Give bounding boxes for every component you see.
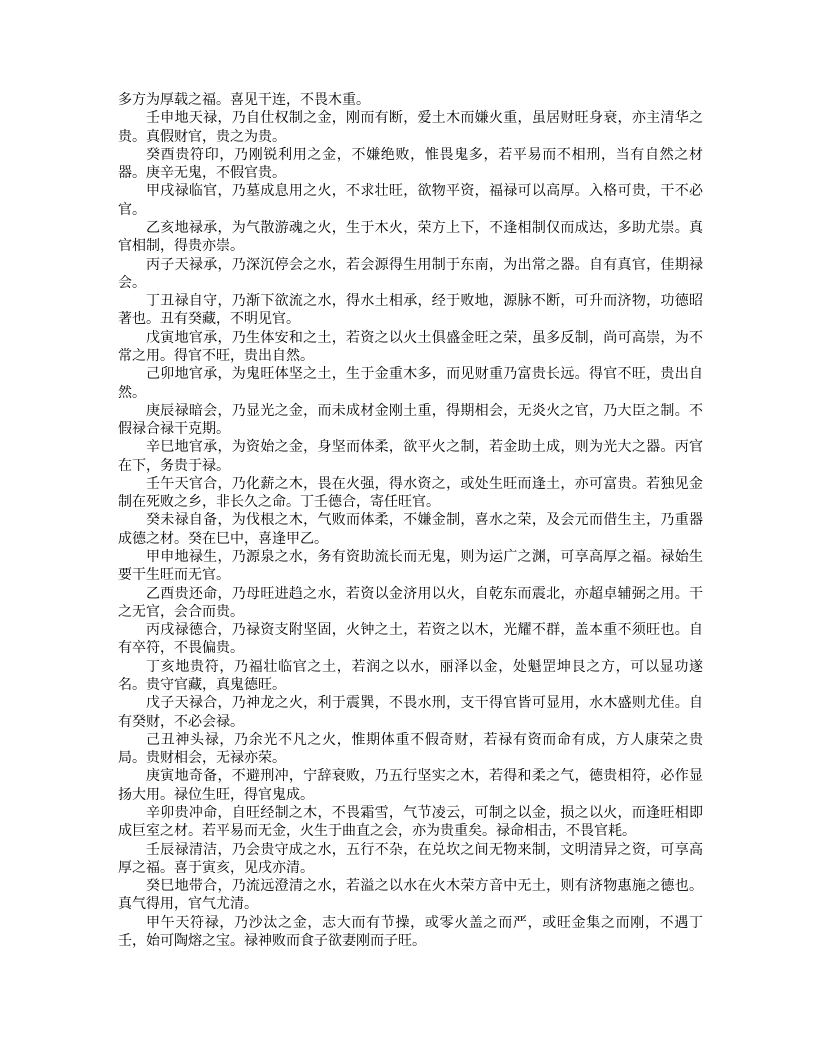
paragraph: 乙酉贵还命，乃母旺进趋之水，若资以金济用以火，自乾东而震北，亦超卓辅弼之用。干之无官，会合而贵。	[118, 586, 703, 620]
paragraph: 丁丑禄自守，乃渐下欲流之水，得水土相承，经于败地，源脉不断，可升而济物，功德昭著也。丑有癸藏，不明见官。	[118, 294, 703, 328]
paragraph: 丙子天禄承，乃深沉停会之水，若会源得生用制于东南，为出常之器。自有真官，佳期禄会。	[118, 257, 703, 291]
paragraph: 丙戌禄德合，乃禄资支附坚固，火钟之土，若资之以木，光耀不群，盖本重不须旺也。自有卒符，不畏偏贵。	[118, 623, 703, 657]
paragraph: 己丑神头禄，乃余光不凡之火，惟期体重不假奇财，若禄有资而命有成，方人康荣之贵局。贵财相会，无禄亦荣。	[118, 732, 703, 767]
paragraph: 多方为厚载之福。喜见干连，不畏木重。	[118, 93, 370, 108]
paragraph: 辛卯贵冲命，自旺经制之木，不畏霜雪，气节凌云，可制之以金，损之以火，而逢旺相即成巨室之材。若平易而无金，火生于曲直之会，亦为贵重矣。禄命相击，不畏官耗。	[118, 805, 703, 840]
paragraph: 甲戌禄临官，乃墓成息用之火，不求壮旺，欲物平资，福禄可以高厚。入格可贵，干不必官。	[118, 184, 703, 218]
document-body	[118, 92, 703, 951]
paragraph: 癸巳地带合，乃流远澄清之水，若溢之以水在火木荣方音中无土，则有济物惠施之德也。真气得用，官气尤清。	[118, 879, 703, 913]
paragraph: 庚辰禄暗会，乃显光之金，而未成材金刚土重，得期相会，无炎火之官，乃大臣之制。不假禄合禄干克期。	[118, 403, 703, 438]
paragraph: 戊子天禄合，乃神龙之火，利于震巽，不畏水刑，支干得官皆可显用，水木盛则尤佳。自有癸财，不必会禄。	[118, 696, 703, 730]
paragraph: 甲午天符禄，乃沙汰之金，志大而有节操，或零火盖之而严，或旺金集之而刚，不遇丁壬，始可陶熔之宝。禄神败而食子欲妻刚而子旺。	[118, 915, 703, 949]
paragraph: 己卯地官承，为鬼旺体坚之土，生于金重木多，而见财重乃富贵长远。得官不旺，贵出自然。	[118, 367, 703, 401]
paragraph: 壬辰禄清洁，乃会贵守成之水，五行不杂，在兑坎之间无物来制，文明清异之资，可享高厚之福。喜于寅亥，见戌亦清。	[118, 842, 703, 876]
paragraph: 乙亥地禄承，为气散游魂之火，生于木火，荣方上下，不逢相制仅而成达，多助尤崇。真官相制，得贵亦崇。	[118, 220, 703, 255]
paragraph: 癸未禄自备，为伐根之木，气败而体柔，不嫌金制，喜水之荣，及会元而借生主，乃重器成德之材。癸在巳中，喜逢甲乙。	[118, 513, 703, 547]
paragraph: 辛巳地官承，为资始之金，身坚而体柔，欲平火之制，若金助土成，则为光大之器。丙官在下，务贵于禄。	[118, 440, 703, 474]
paragraph: 戊寅地官承，乃生体安和之土，若资之以火土俱盛金旺之荣，虽多反制，尚可高崇，为不常之用。得官不旺，贵出自然。	[118, 330, 703, 364]
paragraph: 壬午天官合，乃化薪之木，畏在火强，得水资之，或处生旺而逢土，亦可富贵。若独见金制在死败之乡，非长久之命。丁壬德合，寄任旺官。	[118, 476, 703, 511]
paragraph: 壬申地天禄，乃自仕权制之金，刚而有断，爱土木而嫌火重，虽居财旺身衰，亦主清华之贵。真假财官，贵之为贵。	[118, 111, 703, 145]
paragraph: 甲申地禄生，乃源泉之水，务有资助流长而无鬼，则为运广之渊，可享高厚之福。禄始生要干生旺而无官。	[118, 550, 703, 584]
paragraph: 癸酉贵符印，乃刚锐利用之金，不嫌绝败，惟畏鬼多，若平易而不相刑，当有自然之材器。庚辛无鬼，不假官贵。	[118, 147, 703, 182]
paragraph: 庚寅地奇备，不避刑冲，宁辞衰败，乃五行坚实之木，若得和柔之气，德贵相符，必作显扬大用。禄位生旺，得官鬼成。	[118, 769, 703, 803]
paragraph: 丁亥地贵符，乃福壮临官之土，若润之以水，丽泽以金，处魁罡坤艮之方，可以显功遂名。贵守官藏，真鬼德旺。	[118, 659, 703, 693]
